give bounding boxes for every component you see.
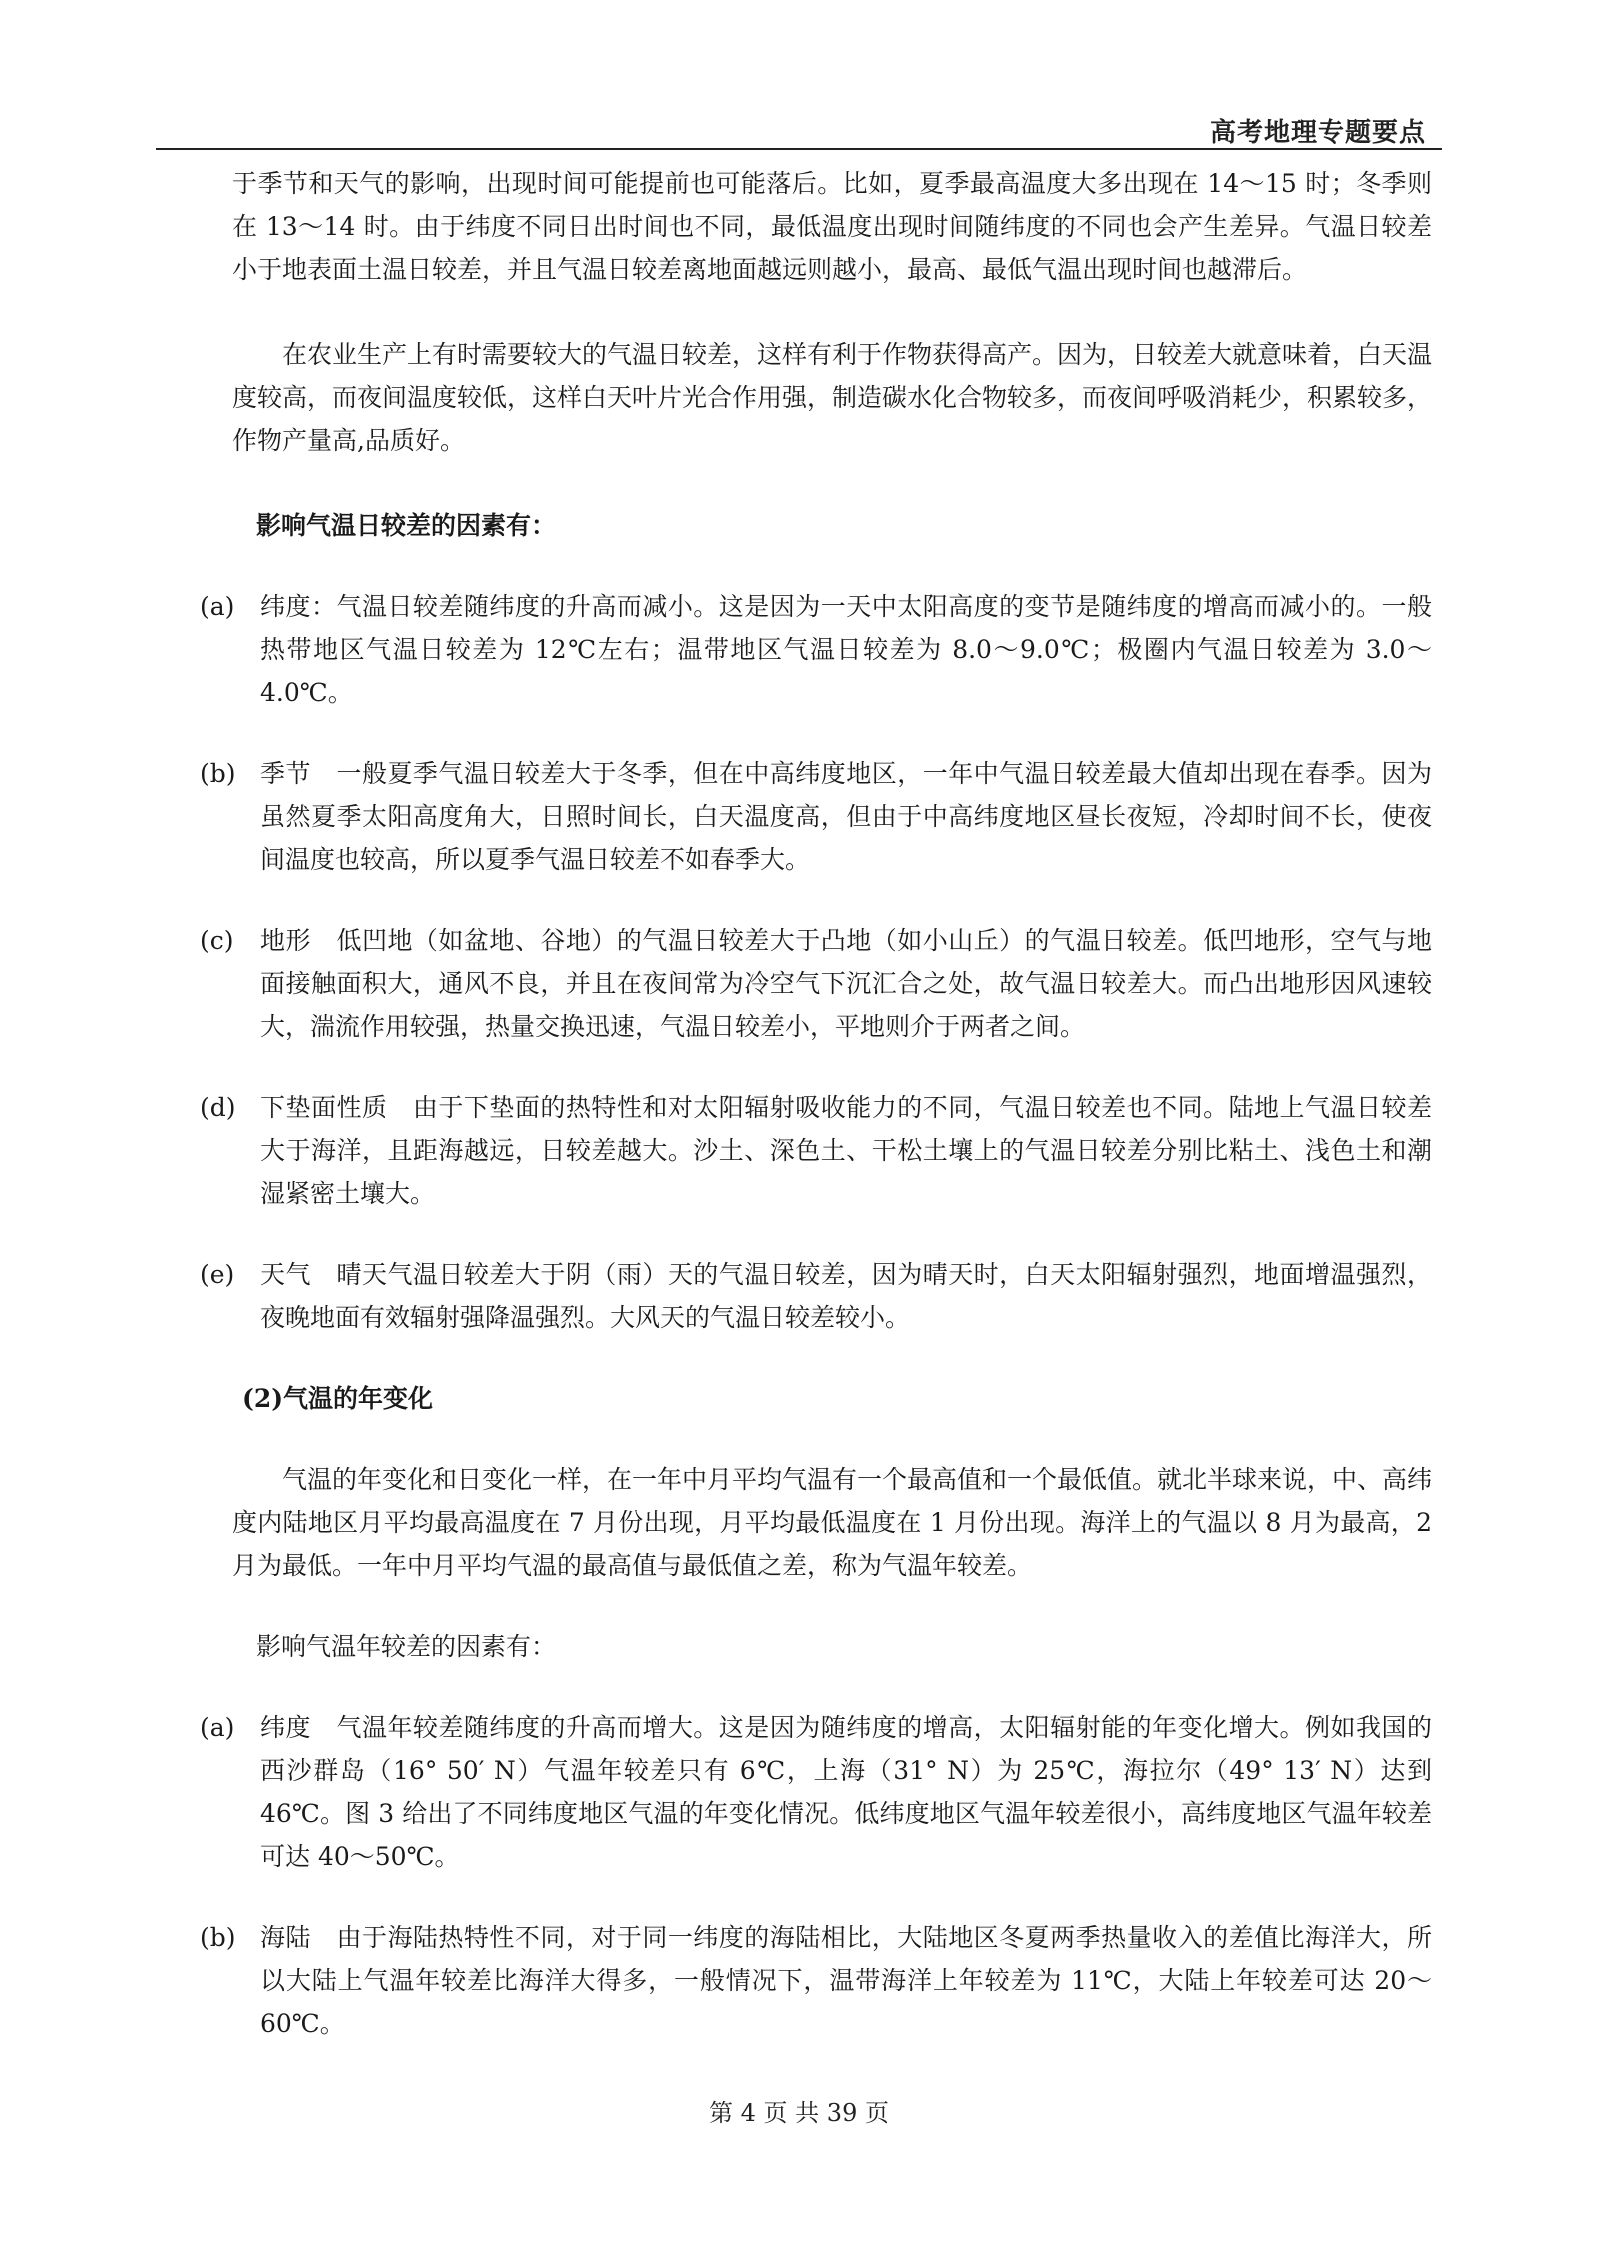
- list-item-tag: (a): [200, 592, 235, 621]
- list-item-text: 季节 一般夏季气温日较差大于冬季，但在中高纬度地区，一年中气温日较差最大值却出现在春季。因为虽然夏季太阳高度角大，日照时间长，白天温度高，但由于中高纬度地区昼长夜短，冷却时间不长，使夜间温度也较高，所以夏季气温日较差不如春季大。: [260, 759, 1432, 874]
- list-item-tag: (b): [200, 759, 236, 788]
- list-item-latitude: [200, 585, 1432, 714]
- list-item-tag: (a): [200, 1713, 235, 1742]
- header-divider: [156, 148, 1442, 150]
- list-item-surface: [200, 1086, 1432, 1215]
- list-item-text: 地形 低凹地（如盆地、谷地）的气温日较差大于凸地（如小山丘）的气温日较差。低凹地形，空气与地面接触面积大，通风不良，并且在夜间常为冷空气下沉汇合之处，故气温日较差大。而凸出地形因风速较大，湍流作用较强，热量交换迅速，气温日较差小，平地则介于两者之间。: [260, 926, 1432, 1041]
- list-item-text: 天气 晴天气温日较差大于阴（雨）天的气温日较差，因为晴天时，白天太阳辐射强烈，地面增温强烈，夜晚地面有效辐射强降温强烈。大风天的气温日较差较小。: [260, 1260, 1432, 1332]
- paragraph-agriculture: 在农业生产上有时需要较大的气温日较差，这样有利于作物获得高产。因为，日较差大就意味着，白天温度较高，而夜间温度较低，这样白天叶片光合作用强，制造碳水化合物较多，而夜间呼吸消耗少，积累较多，作物产量高,品质好。: [232, 340, 1433, 455]
- paragraph-continuation: 于季节和天气的影响，出现时间可能提前也可能落后。比如，夏季最高温度大多出现在 14～15 时；冬季则在 13～14 时。由于纬度不同日出时间也不同，最低温度出现时间随纬度的不同也会产生差异。气温日较差小于地表面土温日较差，并且气温日较差离地面越远则越小，最高、最低气温出现时间也越滞后。: [232, 169, 1432, 284]
- paragraph-annual-variation: 气温的年变化和日变化一样，在一年中月平均气温有一个最高值和一个最低值。就北半球来说，中、高纬度内陆地区月平均最高温度在 7 月份出现，月平均最低温度在 1 月份出现。海洋上的气温以 8 月为最高，2 月为最低。一年中月平均气温的最高值与最低值之差，称为气温年较差。: [232, 1465, 1433, 1580]
- list-item-tag: (c): [200, 926, 234, 955]
- document-body: [200, 162, 1433, 2045]
- heading-annual-variation: (2)气温的年变化: [242, 1384, 434, 1413]
- list-item-text: 下垫面性质 由于下垫面的热特性和对太阳辐射吸收能力的不同，气温日较差也不同。陆地上气温日较差大于海洋，且距海越远，日较差越大。沙土、深色土、干松土壤上的气温日较差分别比粘土、浅色土和潮湿紧密土壤大。: [260, 1093, 1432, 1208]
- heading-annual-range-factors: 影响气温年较差的因素有：: [256, 1632, 557, 1661]
- list-item-tag: (b): [200, 1923, 236, 1952]
- list-item-text: 纬度 气温年较差随纬度的升高而增大。这是因为随纬度的增高，太阳辐射能的年变化增大。例如我国的西沙群岛（16° 50′ N）气温年较差只有 6℃，上海（31° N）为 25℃，海拉尔（49° 13′ N）达到 46℃。图 3 给出了不同纬度地区气温的年变化情况。低纬度地区气温年较差很小，高纬度地区气温年较差可达 40～50℃。: [260, 1713, 1432, 1871]
- list-item-text: 纬度：气温日较差随纬度的升高而减小。这是因为一天中太阳高度的变节是随纬度的增高而减小的。一般热带地区气温日较差为 12℃左右；温带地区气温日较差为 8.0～9.0℃；极圈内气温日较差为 3.0～4.0℃。: [260, 592, 1432, 707]
- list-item-text: 海陆 由于海陆热特性不同，对于同一纬度的海陆相比，大陆地区冬夏两季热量收入的差值比海洋大，所以大陆上气温年较差比海洋大得多，一般情况下，温带海洋上年较差为 11℃，大陆上年较差可达 20～60℃。: [260, 1923, 1432, 2038]
- list-item-tag: (e): [200, 1260, 235, 1289]
- list-item-land-sea: [200, 1916, 1432, 2045]
- list-item-terrain: [200, 919, 1432, 1048]
- heading-daily-range-factors: 影响气温日较差的因素有：: [256, 511, 557, 540]
- list-item-season: [200, 752, 1432, 881]
- list-item-annual-latitude: [200, 1706, 1432, 1878]
- list-item-tag: (d): [200, 1093, 236, 1122]
- list-item-weather: [200, 1253, 1432, 1339]
- page-number: 第 4 页 共 39 页: [709, 2099, 889, 2127]
- header-title: 高考地理专题要点: [1209, 118, 1426, 148]
